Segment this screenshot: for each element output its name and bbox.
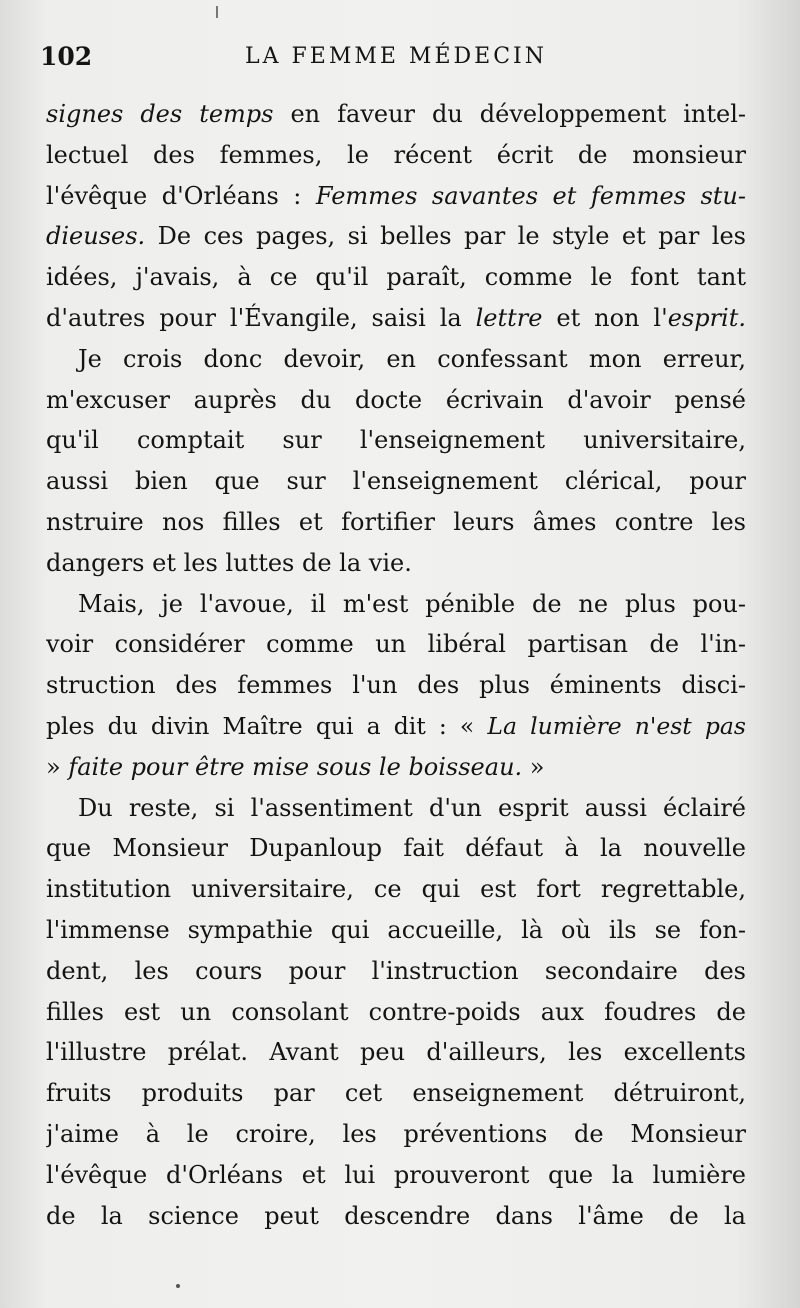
text-line xyxy=(46,747,746,788)
text-segment: l'immense sympathie qui accueille, là où ils se fon- xyxy=(46,915,746,944)
running-title: LA FEMME MÉDECIN xyxy=(245,44,547,69)
text-line xyxy=(46,380,746,421)
text-line xyxy=(46,216,746,257)
text-segment: qu'il comptait sur l'enseignement universitaire, xyxy=(46,426,746,455)
text-line xyxy=(46,788,746,829)
text-line xyxy=(46,135,746,176)
text-segment: De ces pages, si belles par le style et par les xyxy=(145,222,746,251)
text-segment: Je crois donc devoir, en confessant mon erreur, xyxy=(78,344,746,373)
text-segment: lectuel des femmes, le récent écrit de monsieur xyxy=(46,140,746,169)
text-segment: Mais, je l'avoue, il m'est pénible de ne plus pou- xyxy=(78,589,746,618)
text-segment: en faveur du développement intel- xyxy=(273,100,746,128)
text-segment: dent, les cours pour l'instruction secondaire des xyxy=(46,956,746,985)
text-line xyxy=(46,339,746,380)
text-line xyxy=(46,1032,746,1073)
text-line xyxy=(46,706,746,747)
text-segment: Du reste, si l'assentiment d'un esprit aussi éclairé xyxy=(78,793,746,822)
text-segment: l'évêque d'Orléans : xyxy=(46,181,316,210)
text-line xyxy=(46,1114,746,1155)
italic-text: dieuses. xyxy=(46,222,146,251)
text-line xyxy=(46,624,746,665)
italic-text: La lumière n'est pas xyxy=(487,711,746,740)
text-segment: idées, j'avais, à ce qu'il paraît, comme le font tant xyxy=(46,263,746,292)
text-line xyxy=(46,869,746,910)
text-segment: m'excuser auprès du docte écrivain d'avoir pensé xyxy=(46,385,746,414)
italic-text: lettre xyxy=(475,303,543,332)
italic-text: esprit. xyxy=(667,303,746,332)
text-line xyxy=(46,420,746,461)
italic-text: Femmes savantes et femmes stu- xyxy=(315,181,746,210)
text-line xyxy=(46,584,746,625)
text-segment: » xyxy=(46,752,69,781)
text-segment: aussi bien que sur l'enseignement clérical, pour xyxy=(46,467,746,496)
text-segment: fruits produits par cet enseignement détruiront, xyxy=(46,1079,746,1108)
text-segment: struction des femmes l'un des plus éminents disci- xyxy=(46,671,746,700)
text-segment: de la science peut descendre dans l'âme de la xyxy=(46,1201,746,1230)
text-line xyxy=(46,94,746,135)
text-segment: voir considérer comme un libéral partisan de l'in- xyxy=(46,630,746,659)
text-segment: nstruire nos filles et fortifier leurs âmes contre les xyxy=(46,507,746,536)
text-line xyxy=(46,176,746,217)
text-line xyxy=(46,1073,746,1114)
page-header xyxy=(40,42,752,82)
text-segment: filles est un consolant contre-poids aux foudres de xyxy=(46,997,746,1026)
italic-text: faite pour être mise sous le boisseau. xyxy=(68,752,523,781)
text-line xyxy=(46,257,746,298)
text-segment: dangers et les luttes de la vie. xyxy=(46,548,412,577)
ink-speck xyxy=(176,1284,180,1288)
text-segment: j'aime à le croire, les préventions de Monsieur xyxy=(46,1119,746,1148)
text-line xyxy=(46,502,746,543)
text-line xyxy=(46,828,746,869)
text-line xyxy=(46,543,746,584)
text-segment: ples du divin Maître qui a dit : « xyxy=(46,711,488,740)
text-line xyxy=(46,665,746,706)
text-segment: que Monsieur Dupanloup fait défaut à la nouvelle xyxy=(46,834,746,863)
text-segment: l'illustre prélat. Avant peu d'ailleurs, les excellents xyxy=(46,1038,746,1067)
page-number: 102 xyxy=(40,42,93,71)
text-line xyxy=(46,910,746,951)
text-line xyxy=(46,1196,746,1237)
text-segment: d'autres pour l'Évangile, saisi la xyxy=(46,303,476,332)
text-segment: et non l' xyxy=(542,303,668,332)
text-line xyxy=(46,1155,746,1196)
text-line xyxy=(46,992,746,1033)
body-text xyxy=(46,94,746,1236)
text-segment: » xyxy=(522,752,545,781)
text-line xyxy=(46,461,746,502)
italic-text: signes des temps xyxy=(46,100,274,128)
text-line xyxy=(46,298,746,339)
text-segment: institution universitaire, ce qui est fort regrettable, xyxy=(46,875,746,904)
text-line xyxy=(46,951,746,992)
print-mark xyxy=(216,6,218,18)
text-segment: l'évêque d'Orléans et lui prouveront que la lumière xyxy=(46,1160,746,1189)
